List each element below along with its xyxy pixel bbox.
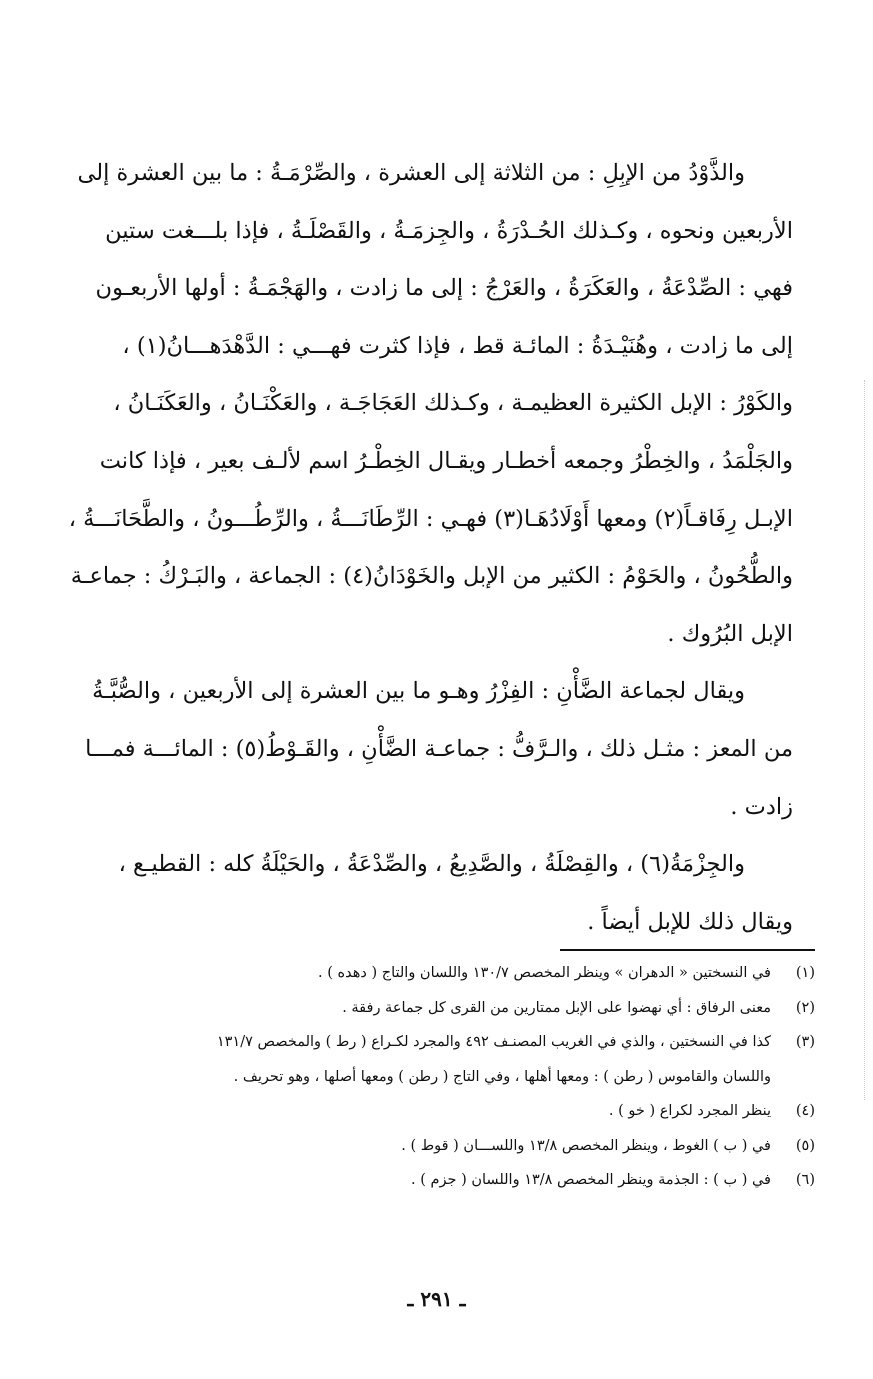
footnote-number: (٤) <box>795 1103 815 1119</box>
scan-edge-mark <box>864 380 865 1100</box>
text-line: والذَّوْدُ من الإبِلِ : من الثلاثة إلى العشرة ، والصِّرْمَـةُ : ما بين العشرة إلى <box>77 160 745 186</box>
footnote-number: (٥) <box>795 1137 815 1154</box>
footnote-text <box>70 956 771 991</box>
footnote-text <box>70 991 771 1026</box>
footnote-line: في ( ب ) الغوط ، وينظر المخصص ١٣/٨ واللســـان ( قوط ) . <box>401 1137 771 1154</box>
main-text <box>68 145 793 951</box>
footnote-text <box>70 1129 771 1164</box>
text-line: والطُّحُونُ ، والحَوْمُ : الكثير من الإبل والخَوْدَانُ(٤) : الجماعة ، والبَـرْكُ : جماعـة <box>70 563 793 590</box>
text-line: إلى ما زادت ، وهُنَيْـدَةُ : المائـة قط ، فإذا كثرت فهـــي : الدَّهْدَهـــانُ(١) ، <box>122 332 793 359</box>
text-line: زادت . <box>730 793 793 820</box>
footnote-line: واللسان والقاموس ( رطن ) : ومعها أهلها ، وفي التاج ( رطن ) ومعها أصلها ، وهو تحريف . <box>233 1068 771 1085</box>
text-line: من المعز : مثـل ذلك ، والـرَّفُّ : جماعـة الضَّأْنِ ، والقَـوْطُ(٥) : المائـــة فمـــا <box>85 735 793 762</box>
footnote-line: في النسختين « الدهران » وينظر المخصص ١٣٠/٧ واللسان والتاج ( دهده ) . <box>318 965 771 981</box>
footnote-text <box>70 1163 771 1198</box>
footnote <box>70 956 815 991</box>
footnote <box>70 1163 815 1198</box>
footnote-number: (١) <box>795 965 815 981</box>
footnote-number: (٦) <box>795 1172 815 1188</box>
text-line: فهي : الصِّدْعَةُ ، والعَكَرَةُ ، والعَرْجُ : إلى ما زادت ، والهَجْمَـةُ : أولها الأربعـون <box>95 275 793 302</box>
text-line: الأربعين ونحوه ، وكـذلك الحُـدْرَةُ ، والجِزمَـةُ ، والقَصْلَـةُ ، فإذا بلـــغت ستين <box>105 217 793 244</box>
footnote-separator <box>560 949 815 951</box>
footnote <box>70 1094 815 1129</box>
paragraph <box>68 145 793 663</box>
footnote-line: معنى الرفاق : أي نهضوا على الإبل ممتارين من القرى كل جماعة رفقة . <box>342 999 771 1016</box>
footnote <box>70 1025 815 1094</box>
footnote-line: في ( ب ) : الجذمة وينظر المخصص ١٣/٨ واللسان ( جزم ) . <box>411 1172 771 1188</box>
text-line: والجَلْمَدُ ، والخِطْرُ وجمعه أخطـار ويقـال الخِطْـرُ اسم لألـف بعير ، فإذا كانت <box>99 447 793 474</box>
footnote <box>70 1129 815 1164</box>
text-line: ويقال لجماعة الضَّأْنِ : الفِزْرُ وهـو ما بين العشرة إلى الأربعين ، والصُّبَّـةُ <box>92 678 745 705</box>
footnote-number: (٢) <box>795 999 815 1016</box>
text-line: الإبـل رِفَاقـاً(٢) ومعها أَوْلَادُهَـا(٣) فهـي : الرِّطَانَـــةُ ، والرِّطُـــونُ ، والطَّحَانَـــةُ ، <box>68 505 793 532</box>
footnote-line: ينظر المجرد لكراع ( خو ) . <box>608 1103 771 1119</box>
text-line: والجِزْمَةُ(٦) ، والقِصْلَةُ ، والصَّدِيعُ ، والصِّدْعَةُ ، والحَيْلَةُ كله : القطيـع ، <box>118 851 745 878</box>
text-line: والكَوْرُ : الإبل الكثيرة العظيمـة ، وكـذلك العَجَاجَـة ، والعَكْنَـانُ ، والعَكَنَـانُ ، <box>113 390 793 417</box>
footnote-text <box>70 1094 771 1129</box>
text-line: ويقال ذلك للإبل أيضاً . <box>587 908 793 935</box>
footnote-text <box>70 1025 771 1094</box>
text-line: الإبل البُرُوك . <box>667 620 793 647</box>
footnote-line: كذا في النسختين ، والذي في الغريب المصنـف ٤٩٢ والمجرد لكـراع ( رط ) والمخصص ١٣١/٧ <box>216 1034 771 1050</box>
paragraph <box>80 663 793 836</box>
footnote-number: (٣) <box>795 1034 815 1050</box>
page-number: ـ ٢٩١ ـ <box>407 1287 466 1311</box>
paragraph <box>80 836 793 951</box>
footnotes <box>70 956 815 1198</box>
footnote <box>70 991 815 1026</box>
